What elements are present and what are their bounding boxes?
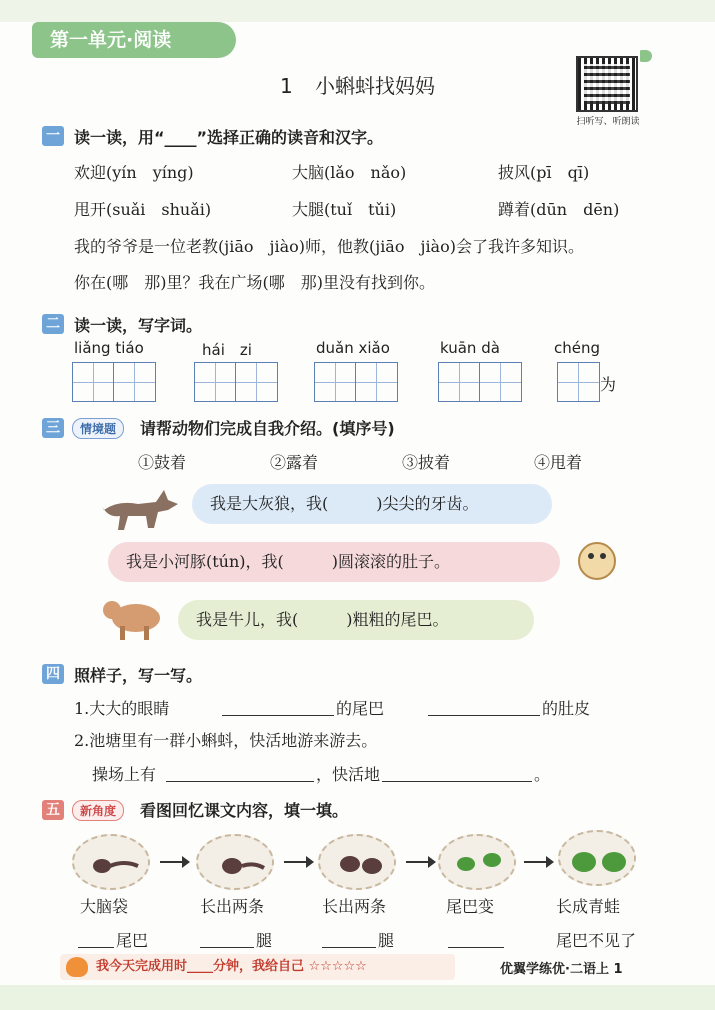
- stage-caption: 尾巴变: [446, 897, 495, 916]
- stage-caption: 长出两条: [322, 897, 387, 916]
- s1-item: 欢迎(yín yíng): [74, 163, 194, 182]
- section1-number: 一: [42, 126, 64, 146]
- section4-title: 照样子，写一写。: [74, 666, 203, 685]
- frog-stage-5: [558, 830, 636, 886]
- fox-icon: [66, 957, 88, 977]
- qr-code[interactable]: [576, 56, 638, 112]
- pinyin-label: liǎng tiáo: [74, 339, 144, 357]
- example-line: 。: [534, 765, 551, 784]
- pinyin-label: duǎn xiǎo: [316, 339, 390, 357]
- s1-sentence: 你在(哪 那)里？我在广场(哪 那)里没有找到你。: [74, 273, 435, 292]
- option: ①鼓着: [138, 453, 187, 472]
- s1-item: 大腿(tuǐ tǔi): [292, 200, 397, 219]
- section3-title: 请帮动物们完成自我介绍。(填序号): [140, 419, 395, 438]
- stage-caption: 长出两条: [200, 897, 265, 916]
- writing-grid[interactable]: [557, 362, 600, 402]
- writing-grid[interactable]: [438, 362, 522, 402]
- qr-caption: 扫听写、听朗读: [576, 117, 640, 127]
- writing-grid[interactable]: [194, 362, 278, 402]
- pufferfish-illustration: [572, 538, 622, 584]
- section5-number: 五: [42, 800, 64, 820]
- stage-caption: 长成青蛙: [556, 897, 621, 916]
- example-line: 1.大大的眼睛: [74, 699, 170, 718]
- arrow: [284, 861, 312, 863]
- puffer-bubble: 我是小河豚(tún)，我( )圆滚滚的肚子。: [108, 542, 560, 582]
- scenario-tag: 情境题: [72, 418, 124, 439]
- section2-number: 二: [42, 314, 64, 334]
- footer-page-info: 优翼学练优·二语上 1: [500, 962, 623, 977]
- pinyin-label: hái zi: [202, 341, 252, 359]
- writing-grid[interactable]: [314, 362, 398, 402]
- stage-caption: 大脑袋: [80, 897, 129, 916]
- answer-blank[interactable]: [78, 930, 114, 948]
- pinyin-label: chéng: [554, 339, 601, 357]
- arrow: [406, 861, 434, 863]
- pinyin-label: kuān dà: [440, 339, 500, 357]
- tadpole-stage-1: [72, 834, 150, 890]
- option: ④甩着: [534, 453, 583, 472]
- top-band: [0, 0, 715, 22]
- speaker-icon: [640, 50, 652, 62]
- stage-fill: 腿: [256, 931, 273, 950]
- tadpole-stage-3: [318, 834, 396, 890]
- lesson-number: 1: [279, 74, 293, 98]
- answer-blank[interactable]: [200, 930, 254, 948]
- cow-bubble: 我是牛儿，我( )粗粗的尾巴。: [178, 600, 534, 640]
- lesson-name: 小蝌蚪找妈妈: [315, 74, 436, 98]
- new-angle-tag: 新角度: [72, 800, 124, 821]
- section1-title: 读一读，用“____”选择正确的读音和汉字。: [74, 128, 384, 147]
- tadpole-stage-2: [196, 834, 274, 890]
- stage-fill: 腿: [378, 931, 395, 950]
- answer-blank[interactable]: [382, 764, 532, 782]
- option: ②露着: [270, 453, 319, 472]
- s1-item: 披风(pī qī): [498, 163, 590, 182]
- answer-blank[interactable]: [448, 930, 504, 948]
- answer-blank[interactable]: [322, 930, 376, 948]
- s1-item: 蹲着(dūn dēn): [498, 200, 620, 219]
- cow-illustration: [100, 594, 166, 644]
- section5-title: 看图回忆课文内容，填一填。: [140, 801, 349, 820]
- section2-title: 读一读，写字词。: [74, 316, 203, 335]
- writing-grid[interactable]: [72, 362, 156, 402]
- arrow: [160, 861, 188, 863]
- example-line: ，快活地: [316, 765, 381, 784]
- stage-fill: 尾巴: [116, 931, 149, 950]
- time-record-bar: 我今天完成用时____分钟，我给自己 ☆☆☆☆☆: [60, 954, 455, 980]
- stage-fill: 尾巴不见了: [556, 931, 637, 950]
- grid-suffix: 为: [600, 375, 617, 394]
- example-line: 的肚皮: [542, 699, 591, 718]
- example-line: 2.池塘里有一群小蝌蚪，快活地游来游去。: [74, 731, 378, 750]
- s1-item: 甩开(suǎi shuǎi): [74, 200, 212, 219]
- answer-blank[interactable]: [428, 698, 540, 716]
- wolf-illustration: [98, 484, 180, 532]
- s1-sentence: 我的爷爷是一位老教(jiāo jiào)师，他教(jiāo jiào)会了我许多知识。: [74, 237, 584, 256]
- answer-blank[interactable]: [222, 698, 334, 716]
- arrow: [524, 861, 552, 863]
- unit-tab: 第一单元·阅读: [32, 22, 236, 58]
- frog-stage-4: [438, 834, 516, 890]
- example-line: 的尾巴: [336, 699, 385, 718]
- example-line: 操场上有: [92, 765, 157, 784]
- section3-number: 三: [42, 418, 64, 438]
- answer-blank[interactable]: [166, 764, 314, 782]
- wolf-bubble: 我是大灰狼，我( )尖尖的牙齿。: [192, 484, 552, 524]
- bottom-band: [0, 985, 715, 1010]
- option: ③披着: [402, 453, 451, 472]
- section4-number: 四: [42, 664, 64, 684]
- s1-item: 大脑(lǎo nǎo): [292, 163, 407, 182]
